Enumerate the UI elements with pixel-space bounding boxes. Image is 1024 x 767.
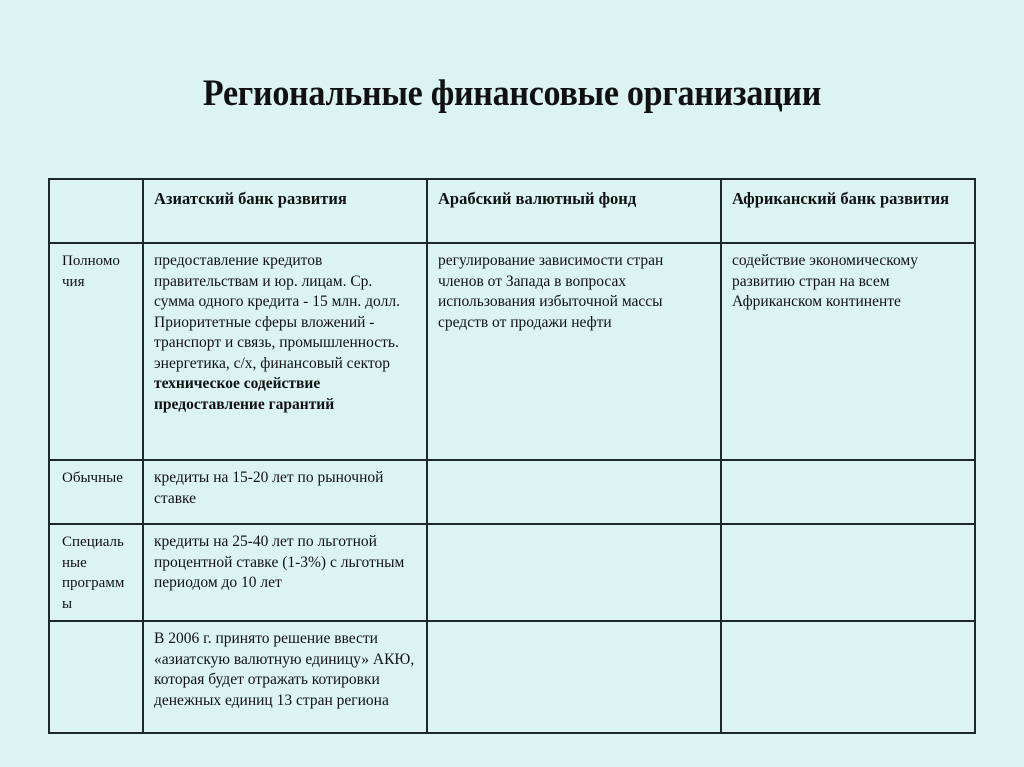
cell-african-ordinary [721,460,975,524]
table-header-row [49,179,975,243]
cell-arab-powers: регулирование зависимости стран членов от Запада в вопросах использования избыточной массы средств от продажи нефти [427,243,721,460]
slide-title: Региональные финансовые организации [202,73,822,114]
row-label-powers: Полномо чия [49,243,143,460]
header-arab-fund: Арабский валютный фонд [427,179,721,243]
row-label-acu [49,621,143,733]
cell-asian-ordinary: кредиты на 15-20 лет по рыночной ставке [143,460,427,524]
asian-powers-text-1: предоставление кредитов правительствам и юр. лицам. Ср. сумма одного кредита - 15 млн. долл. [154,252,400,310]
row-label-special: Специаль ные программ ы [49,524,143,621]
cell-arab-ordinary [427,460,721,524]
asian-powers-text-2: Приоритетные сферы вложений - транспорт и связь, промышленность. энергетика, с/х, финансовый сектор [154,313,399,372]
table-row-ordinary [49,460,975,524]
header-asian-bank: Азиатский банк развития [143,179,427,243]
cell-arab-special [427,524,721,621]
cell-arab-acu [427,621,721,733]
table-row-acu [49,621,975,733]
header-cell-empty [49,179,143,243]
table-row-special [49,524,975,621]
asian-powers-bold-1: техническое содействие [154,375,321,392]
cell-asian-acu: В 2006 г. принято решение ввести «азиатскую валютную единицу» АКЮ, которая будет отражать котировки денежных единиц 13 стран региона [143,621,427,733]
row-label-ordinary: Обычные [49,460,143,524]
cell-asian-powers [143,243,427,460]
header-african-bank: Африканский банк развития [721,179,975,243]
cell-asian-special: кредиты на 25-40 лет по льготной процентной ставке (1-3%) с льготным периодом до 10 лет [143,524,427,621]
organizations-table [48,178,976,734]
asian-powers-bold-2: предоставление гарантий [154,395,335,413]
table-row-powers [49,243,975,460]
cell-african-powers: содействие экономическому развитию стран на всем Африканском континенте [721,243,975,460]
cell-african-special [721,524,975,621]
cell-african-acu [721,621,975,733]
